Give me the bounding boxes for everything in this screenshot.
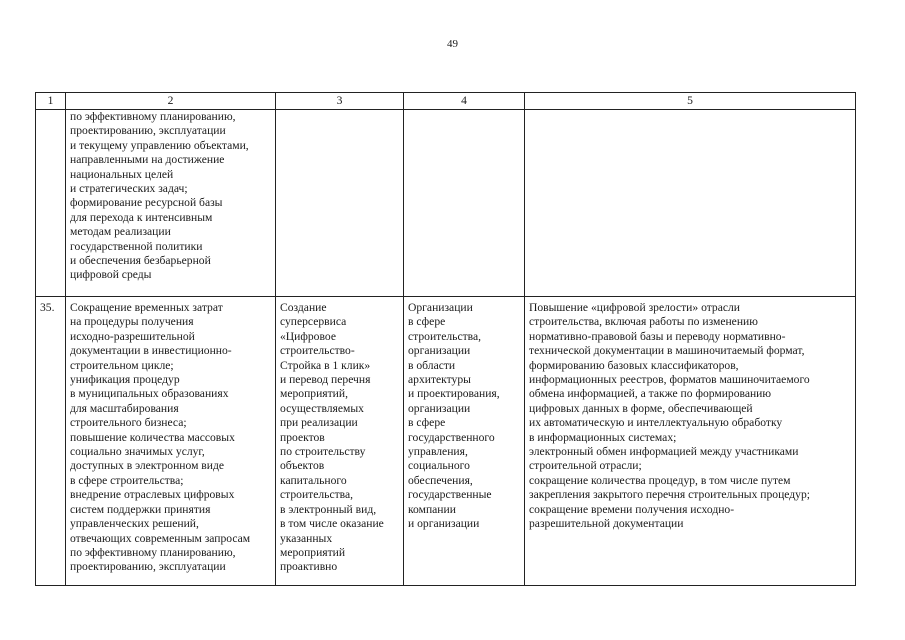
text-line: «Цифровое (280, 329, 336, 343)
text-line: исходно-разрешительной (70, 329, 195, 343)
text-line: указанных (280, 531, 333, 545)
text-line: и перевод перечня (280, 373, 371, 387)
text-line: проектированию, эксплуатации (70, 124, 226, 138)
header-cell-2: 2 (66, 93, 276, 110)
text-line: направленными на достижение (70, 153, 225, 167)
text-line: формированию базовых классификаторов, (529, 358, 739, 372)
text-line: разрешительной документации (529, 517, 684, 531)
text-line: строительства, (280, 488, 354, 502)
text-line: нормативно-правовой базы и переводу нормативно- (529, 329, 786, 343)
text-line: национальных целей (70, 167, 174, 181)
text-line: информационных реестров, форматов машиночитаемого (529, 373, 810, 387)
text-line: проектов (280, 430, 325, 444)
text-line: по эффективному планированию, (70, 545, 236, 559)
text-line: для масштабирования (70, 401, 179, 415)
text-line: цифровой среды (70, 268, 152, 282)
results-cell (525, 297, 856, 586)
text-line: проактивно (280, 560, 338, 574)
page-number: 49 (447, 38, 458, 50)
continued-col5-cell (525, 110, 856, 297)
text-line: доступных в электронном виде (70, 459, 225, 473)
text-line: Повышение «цифровой зрелости» отрасли (529, 301, 741, 314)
measure-cell (276, 297, 404, 586)
text-line: цифровых данных в форме, обеспечивающей (529, 401, 753, 415)
table-row-continued (36, 110, 856, 297)
text-line: в информационных системах; (529, 430, 677, 444)
goals-cell (66, 297, 276, 586)
participants-cell (404, 297, 525, 586)
text-line: сокращение времени получения исходно- (529, 502, 735, 516)
text-line: государственной политики (70, 239, 203, 253)
measures-table (35, 92, 856, 586)
continued-col4-cell (404, 110, 525, 297)
text-line: методам реализации (70, 225, 171, 239)
text-line: проектированию, эксплуатации (70, 560, 226, 574)
text-line: отвечающих современным запросам (70, 531, 251, 545)
continued-goals-cell (66, 110, 276, 297)
text-line: управленческих решений, (70, 517, 199, 531)
text-line: по строительству (280, 445, 366, 459)
text-line: капитального (280, 473, 347, 487)
text-line: повышение количества массовых (70, 430, 235, 444)
row-number-cell: 35. (36, 297, 66, 586)
continued-number-cell (36, 110, 66, 297)
header-cell-4: 4 (404, 93, 525, 110)
text-line: Сокращение временных затрат (70, 301, 223, 314)
text-line: Организации (408, 301, 473, 314)
text-line: и стратегических задач; (70, 182, 188, 196)
header-cell-3: 3 (276, 93, 404, 110)
header-cell-5: 5 (525, 93, 856, 110)
text-line: технической документации в машиночитаемый формат, (529, 344, 805, 358)
text-line: государственного (408, 430, 495, 444)
text-line: в сфере (408, 416, 446, 430)
text-line: внедрение отраслевых цифровых (70, 488, 235, 502)
text-line: организации (408, 344, 471, 358)
text-line: в том числе оказание (280, 517, 384, 531)
text-line: при реализации (280, 416, 358, 430)
text-line: в области (408, 358, 456, 372)
text-line: по эффективному планированию, (70, 110, 236, 123)
text-line: в сфере строительства; (70, 473, 184, 487)
text-line: строительства, включая работы по изменению (529, 315, 758, 329)
text-line: мероприятий, (280, 387, 348, 401)
text-line: в сфере (408, 315, 446, 329)
text-line: Создание (280, 301, 327, 314)
header-cell-1: 1 (36, 93, 66, 110)
text-line: закрепления закрытого перечня строительных процедур; (529, 488, 811, 502)
text-line: управления, (408, 445, 468, 459)
text-line: строительного бизнеса; (70, 416, 187, 430)
text-line: Стройка в 1 клик» (280, 358, 371, 372)
text-line: строительной отрасли; (529, 459, 642, 473)
text-line: объектов (280, 459, 325, 473)
text-line: и текущему управлению объектами, (70, 138, 249, 152)
text-line: их автоматическую и интеллектуальную обработку (529, 416, 783, 430)
text-line: для перехода к интенсивным (70, 210, 213, 224)
text-line: строительства, (408, 329, 482, 343)
table-row-35 (36, 297, 856, 586)
text-line: суперсервиса (280, 315, 347, 329)
text-line: компании (408, 502, 456, 516)
text-line: сокращение количества процедур, в том числе путем (529, 473, 791, 487)
text-line: обеспечения, (408, 473, 473, 487)
text-line: организации (408, 401, 471, 415)
text-line: документации в инвестиционно- (70, 344, 232, 358)
text-line: строительном цикле; (70, 358, 174, 372)
text-line: социально значимых услуг, (70, 445, 205, 459)
text-line: формирование ресурсной базы (70, 196, 223, 210)
text-line: и проектирования, (408, 387, 500, 401)
text-line: унификация процедур (70, 373, 180, 387)
text-line: в муниципальных образованиях (70, 387, 229, 401)
text-line: социального (408, 459, 470, 473)
text-line: на процедуры получения (70, 315, 194, 329)
text-line: государственные (408, 488, 492, 502)
text-line: и обеспечения безбарьерной (70, 254, 211, 268)
text-line: архитектуры (408, 373, 471, 387)
text-line: осуществляемых (280, 401, 364, 415)
text-line: систем поддержки принятия (70, 502, 211, 516)
text-line: в электронный вид, (280, 502, 377, 516)
text-line: мероприятий (280, 545, 346, 559)
table-header-row (36, 93, 856, 110)
text-line: и организации (408, 517, 480, 531)
text-line: электронный обмен информацией между участниками (529, 445, 799, 459)
text-line: обмена информацией, а также по формированию (529, 387, 772, 401)
continued-col3-cell (276, 110, 404, 297)
text-line: строительство- (280, 344, 355, 358)
